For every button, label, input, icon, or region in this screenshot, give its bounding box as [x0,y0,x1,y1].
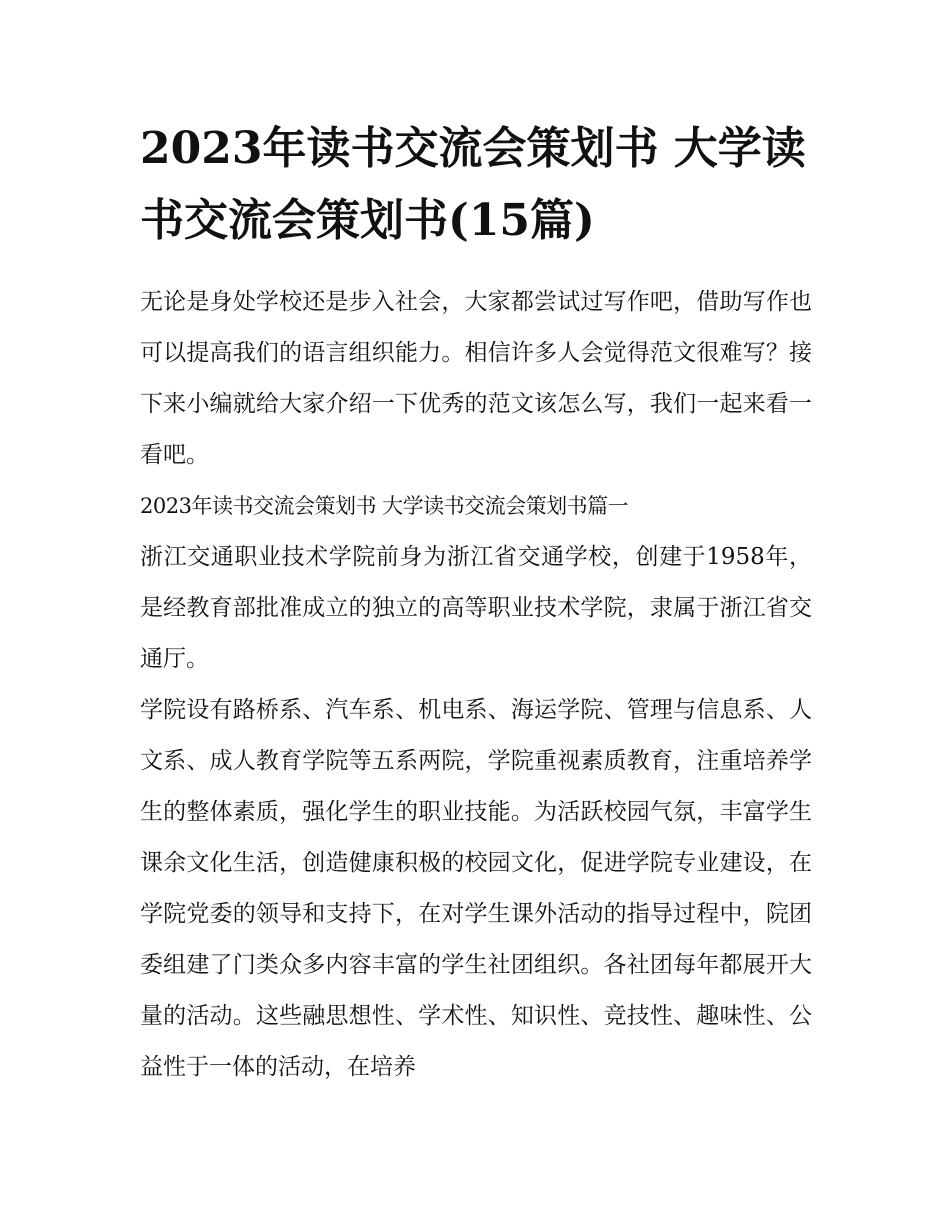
document-body [140,277,812,1093]
body-paragraph-2: 学院设有路桥系、汽车系、机电系、海运学院、管理与信息系、人文系、成人教育学院等五系两院，学院重视素质教育，注重培养学生的整体素质，强化学生的职业技能。为活跃校园气氛，丰富学生课余文化生活，创造健康积极的校园文化，促进学院专业建设，在学院党委的领导和支持下，在对学生课外活动的指导过程中，院团委组建了门类众多内容丰富的学生社团组织。各社团每年都展开大量的活动。这些融思想性、学术性、知识性、竞技性、趣味性、公益性于一体的活动，在培养 [140,697,812,1080]
body-paragraph-1: 浙江交通职业技术学院前身为浙江省交通学校，创建于1958年，是经教育部批准成立的独立的高等职业技术学院，隶属于浙江省交通厅。 [140,544,812,672]
section-heading: 2023年读书交流会策划书 大学读书交流会策划书篇一 [140,494,629,518]
intro-paragraph: 无论是身处学校还是步入社会，大家都尝试过写作吧，借助写作也可以提高我们的语言组织能力。相信许多人会觉得范文很难写？接下来小编就给大家介绍一下优秀的范文该怎么写，我们一起来看一看吧。 [140,289,812,468]
document-title: 2023年读书交流会策划书 大学读书交流会策划书(15篇) [140,123,806,246]
